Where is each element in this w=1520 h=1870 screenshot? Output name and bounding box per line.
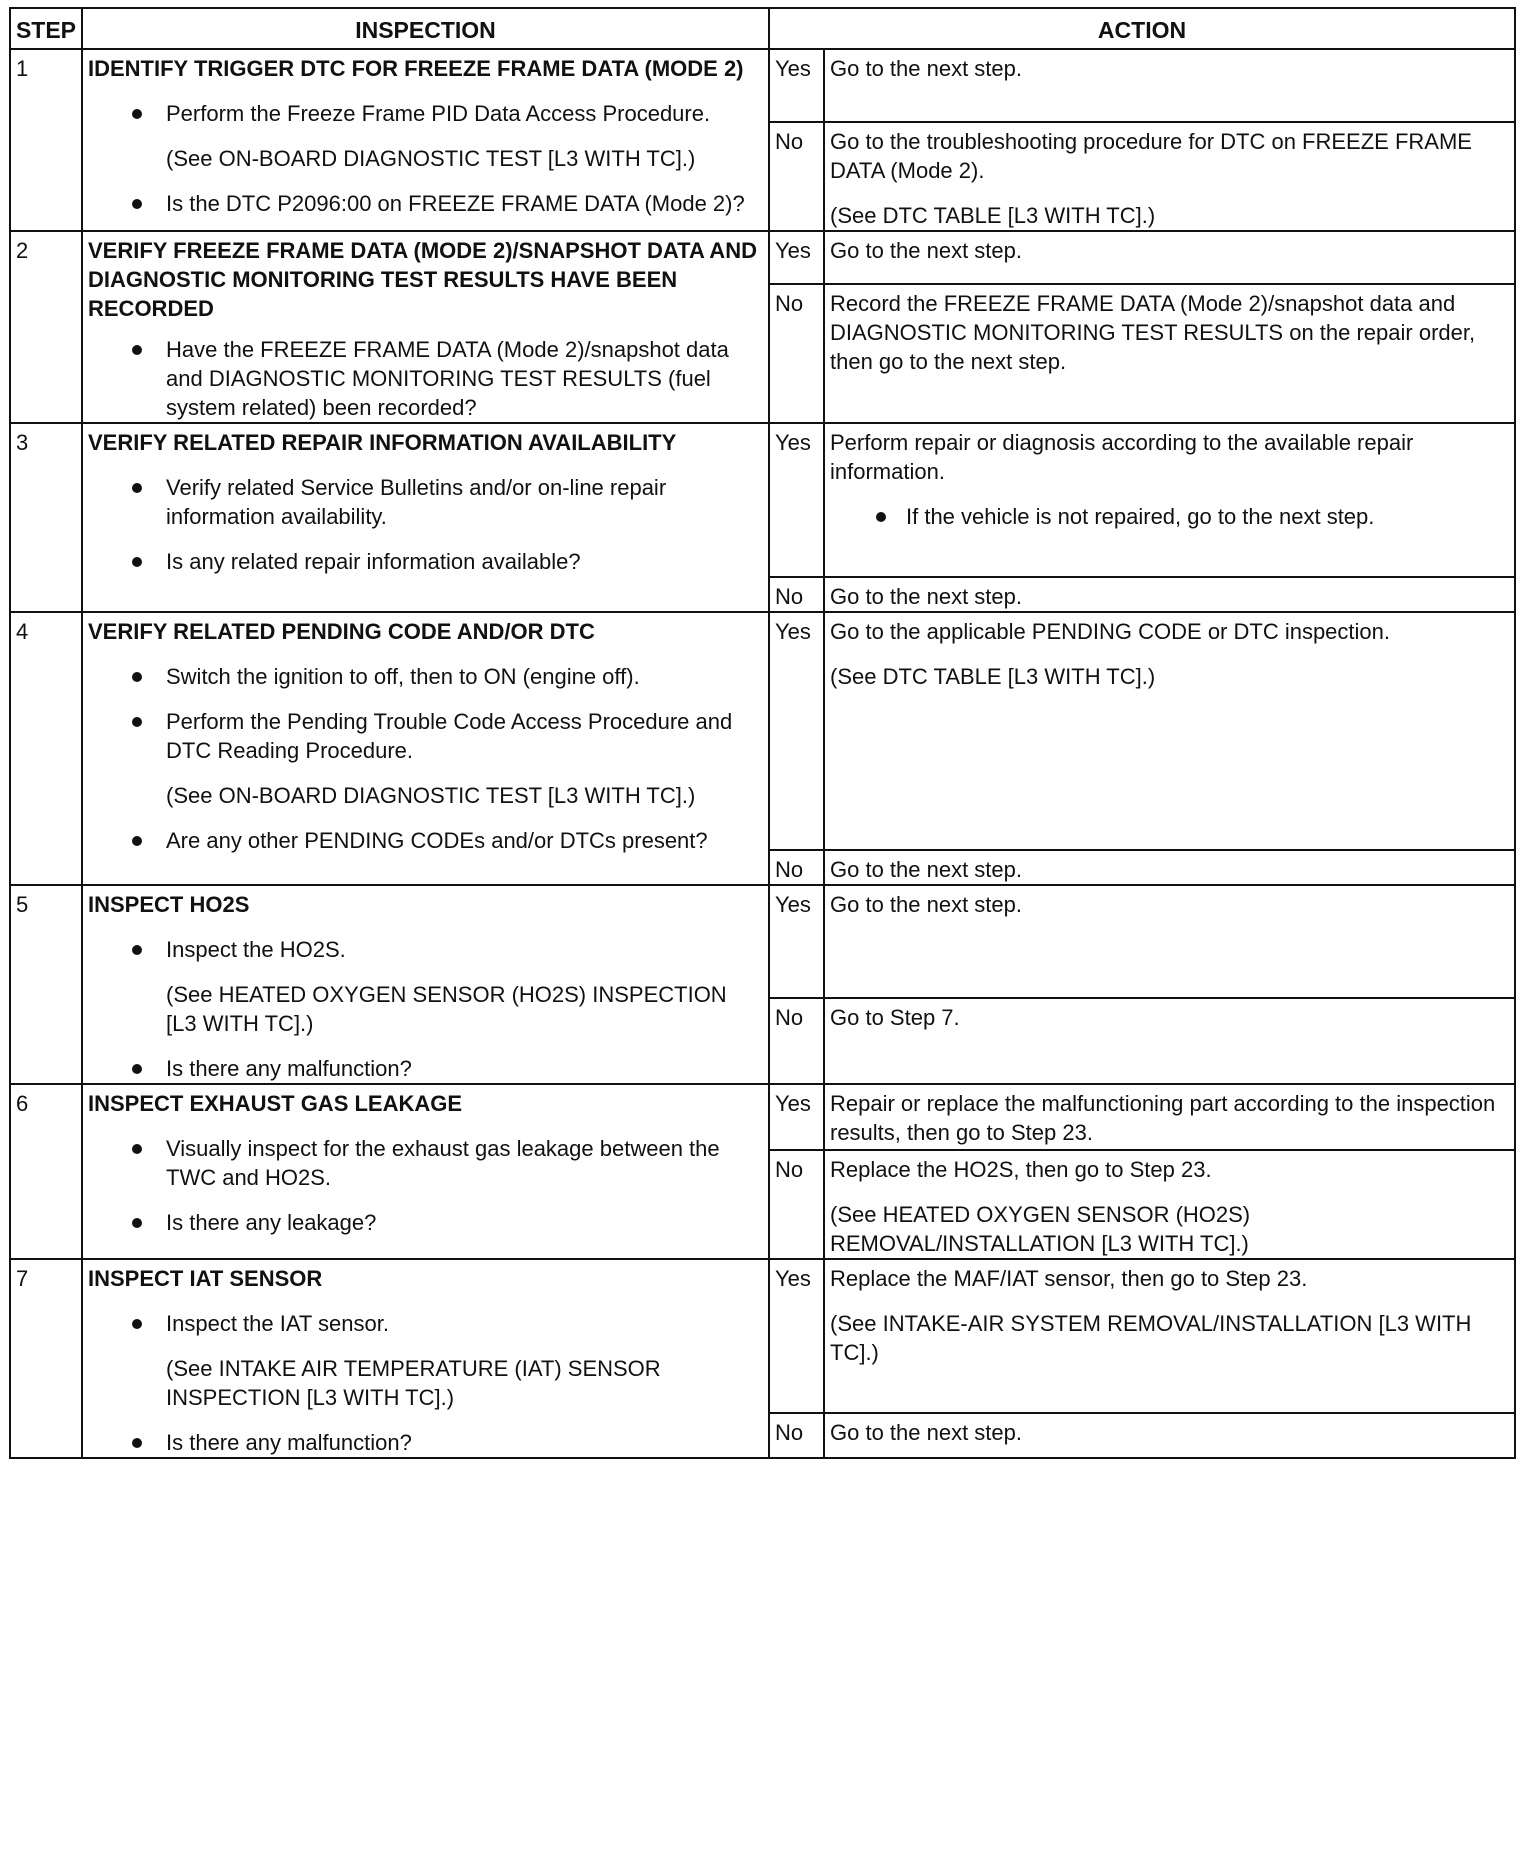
- step-title: VERIFY FREEZE FRAME DATA (MODE 2)/SNAPSHOT DATA AND DIAGNOSTIC MONITORING TEST RESULTS HAVE BEEN RECORDED: [88, 238, 757, 321]
- table-row: [10, 231, 1515, 284]
- inspection-cell: [82, 885, 769, 1084]
- table-row: [10, 1259, 1515, 1413]
- bullet-text: Verify related Service Bulletins and/or on-line repair information availability.: [166, 475, 667, 529]
- bullet-text: Perform the Pending Trouble Code Access Procedure and DTC Reading Procedure.: [166, 709, 733, 763]
- bullet-text: Have the FREEZE FRAME DATA (Mode 2)/snapshot data and DIAGNOSTIC MONITORING TEST RESULTS (fuel system related) been recorded?: [166, 337, 729, 420]
- table-row: [10, 423, 1515, 577]
- yes-label: Yes: [769, 1259, 824, 1413]
- yes-label: Yes: [769, 612, 824, 850]
- bullet-icon: [132, 557, 142, 567]
- bullet-item: [88, 473, 763, 531]
- no-action-cell: [824, 850, 1515, 885]
- yes-label: Yes: [769, 885, 824, 998]
- inspection-column-header: INSPECTION: [82, 8, 769, 49]
- table-header-row: [10, 8, 1515, 49]
- inspection-cell: [82, 1084, 769, 1259]
- bullet-text: Are any other PENDING CODEs and/or DTCs present?: [166, 828, 708, 853]
- action-text: Replace the MAF/IAT sensor, then go to Step 23.: [830, 1266, 1308, 1291]
- bullet-item: [88, 99, 763, 128]
- bullet-item: [88, 189, 763, 218]
- bullet-text: Is the DTC P2096:00 on FREEZE FRAME DATA (Mode 2)?: [166, 191, 745, 216]
- step-title: IDENTIFY TRIGGER DTC FOR FREEZE FRAME DATA (MODE 2): [88, 56, 744, 81]
- bullet-text: Inspect the HO2S.: [166, 937, 346, 962]
- reference-text: (See DTC TABLE [L3 WITH TC].): [830, 203, 1156, 228]
- action-text: Repair or replace the malfunctioning part according to the inspection results, then go to Step 23.: [830, 1091, 1496, 1145]
- step-number: 6: [10, 1084, 82, 1259]
- reference-text: (See ON-BOARD DIAGNOSTIC TEST [L3 WITH TC].): [166, 783, 696, 808]
- no-action-cell: [824, 284, 1515, 423]
- no-action-cell: [824, 1150, 1515, 1259]
- reference-text: (See INTAKE AIR TEMPERATURE (IAT) SENSOR INSPECTION [L3 WITH TC].): [166, 1356, 661, 1410]
- bullet-icon: [132, 836, 142, 846]
- bullet-text: Is there any malfunction?: [166, 1056, 412, 1081]
- bullet-icon: [132, 345, 142, 355]
- action-text: Go to the next step.: [830, 1420, 1023, 1445]
- action-text: Go to Step 7.: [830, 1005, 960, 1030]
- yes-action-cell: [824, 1259, 1515, 1413]
- action-text: Go to the troubleshooting procedure for DTC on FREEZE FRAME DATA (Mode 2).: [830, 129, 1472, 183]
- inspection-cell: [82, 423, 769, 612]
- bullet-icon: [132, 1064, 142, 1074]
- yes-label: Yes: [769, 1084, 824, 1150]
- yes-action-cell: [824, 1084, 1515, 1150]
- bullet-item: [88, 1208, 763, 1237]
- yes-action-cell: [824, 885, 1515, 998]
- bullet-item: [88, 335, 763, 422]
- bullet-text: Is any related repair information available?: [166, 549, 581, 574]
- no-label: No: [769, 998, 824, 1084]
- yes-action-cell: [824, 49, 1515, 122]
- yes-label: Yes: [769, 423, 824, 577]
- yes-label: Yes: [769, 49, 824, 122]
- step-column-header: STEP: [10, 8, 82, 49]
- bullet-icon: [132, 1438, 142, 1448]
- bullet-icon: [132, 1218, 142, 1228]
- action-text: Go to the next step.: [830, 56, 1023, 81]
- inspection-cell: [82, 612, 769, 885]
- diagnostic-procedure-table: [9, 7, 1516, 1459]
- bullet-icon: [132, 672, 142, 682]
- yes-action-cell: [824, 423, 1515, 577]
- bullet-text: If the vehicle is not repaired, go to the next step.: [906, 504, 1375, 529]
- bullet-item: [830, 502, 1509, 531]
- bullet-text: Visually inspect for the exhaust gas leakage between the TWC and HO2S.: [166, 1136, 720, 1190]
- table-row: [10, 49, 1515, 122]
- no-label: No: [769, 577, 824, 612]
- action-text: Go to the next step.: [830, 857, 1023, 882]
- step-title: INSPECT IAT SENSOR: [88, 1266, 323, 1291]
- bullet-text: Perform the Freeze Frame PID Data Access Procedure.: [166, 101, 711, 126]
- reference-text: (See HEATED OXYGEN SENSOR (HO2S) REMOVAL/INSTALLATION [L3 WITH TC].): [830, 1202, 1251, 1256]
- inspection-cell: [82, 1259, 769, 1458]
- no-label: No: [769, 284, 824, 423]
- no-action-cell: [824, 1413, 1515, 1458]
- bullet-item: [88, 1428, 763, 1457]
- bullet-text: Switch the ignition to off, then to ON (engine off).: [166, 664, 640, 689]
- bullet-icon: [876, 512, 886, 522]
- bullet-icon: [132, 1144, 142, 1154]
- reference-text: (See INTAKE-AIR SYSTEM REMOVAL/INSTALLATION [L3 WITH TC].): [830, 1311, 1472, 1365]
- inspection-cell: [82, 231, 769, 423]
- reference-text: (See HEATED OXYGEN SENSOR (HO2S) INSPECTION [L3 WITH TC].): [166, 982, 727, 1036]
- table-row: [10, 1084, 1515, 1150]
- inspection-cell: [82, 49, 769, 231]
- bullet-item: [88, 547, 763, 576]
- bullet-item: [88, 662, 763, 691]
- yes-label: Yes: [769, 231, 824, 284]
- no-label: No: [769, 1150, 824, 1259]
- bullet-text: Inspect the IAT sensor.: [166, 1311, 389, 1336]
- no-label: No: [769, 122, 824, 231]
- step-title: INSPECT HO2S: [88, 892, 250, 917]
- step-number: 3: [10, 423, 82, 612]
- bullet-text: Is there any leakage?: [166, 1210, 377, 1235]
- no-action-cell: [824, 998, 1515, 1084]
- bullet-icon: [132, 945, 142, 955]
- yes-action-cell: [824, 612, 1515, 850]
- bullet-item: [88, 1054, 763, 1083]
- step-number: 2: [10, 231, 82, 423]
- bullet-icon: [132, 109, 142, 119]
- bullet-item: [88, 935, 763, 964]
- yes-action-cell: [824, 231, 1515, 284]
- action-column-header: ACTION: [769, 8, 1515, 49]
- table-row: [10, 885, 1515, 998]
- step-number: 4: [10, 612, 82, 885]
- bullet-item: [88, 707, 763, 765]
- step-title: VERIFY RELATED REPAIR INFORMATION AVAILABILITY: [88, 430, 677, 455]
- step-number: 7: [10, 1259, 82, 1458]
- bullet-icon: [132, 1319, 142, 1329]
- step-title: INSPECT EXHAUST GAS LEAKAGE: [88, 1091, 463, 1116]
- reference-text: (See DTC TABLE [L3 WITH TC].): [830, 664, 1156, 689]
- bullet-item: [88, 826, 763, 855]
- no-label: No: [769, 1413, 824, 1458]
- bullet-text: Is there any malfunction?: [166, 1430, 412, 1455]
- table-row: [10, 612, 1515, 850]
- action-text: Perform repair or diagnosis according to the available repair information.: [830, 430, 1414, 484]
- bullet-item: [88, 1309, 763, 1338]
- step-number: 5: [10, 885, 82, 1084]
- no-label: No: [769, 850, 824, 885]
- bullet-icon: [132, 717, 142, 727]
- bullet-item: [88, 1134, 763, 1192]
- action-text: Replace the HO2S, then go to Step 23.: [830, 1157, 1212, 1182]
- bullet-icon: [132, 199, 142, 209]
- reference-text: (See ON-BOARD DIAGNOSTIC TEST [L3 WITH TC].): [166, 146, 696, 171]
- action-text: Go to the next step.: [830, 238, 1023, 263]
- step-title: VERIFY RELATED PENDING CODE AND/OR DTC: [88, 619, 595, 644]
- bullet-icon: [132, 483, 142, 493]
- action-text: Record the FREEZE FRAME DATA (Mode 2)/snapshot data and DIAGNOSTIC MONITORING TEST RESULTS on the repair order, then go to the next step.: [830, 291, 1476, 374]
- action-text: Go to the next step.: [830, 892, 1023, 917]
- no-action-cell: [824, 577, 1515, 612]
- step-number: 1: [10, 49, 82, 231]
- action-text: Go to the applicable PENDING CODE or DTC inspection.: [830, 619, 1391, 644]
- action-text: Go to the next step.: [830, 584, 1023, 609]
- no-action-cell: [824, 122, 1515, 231]
